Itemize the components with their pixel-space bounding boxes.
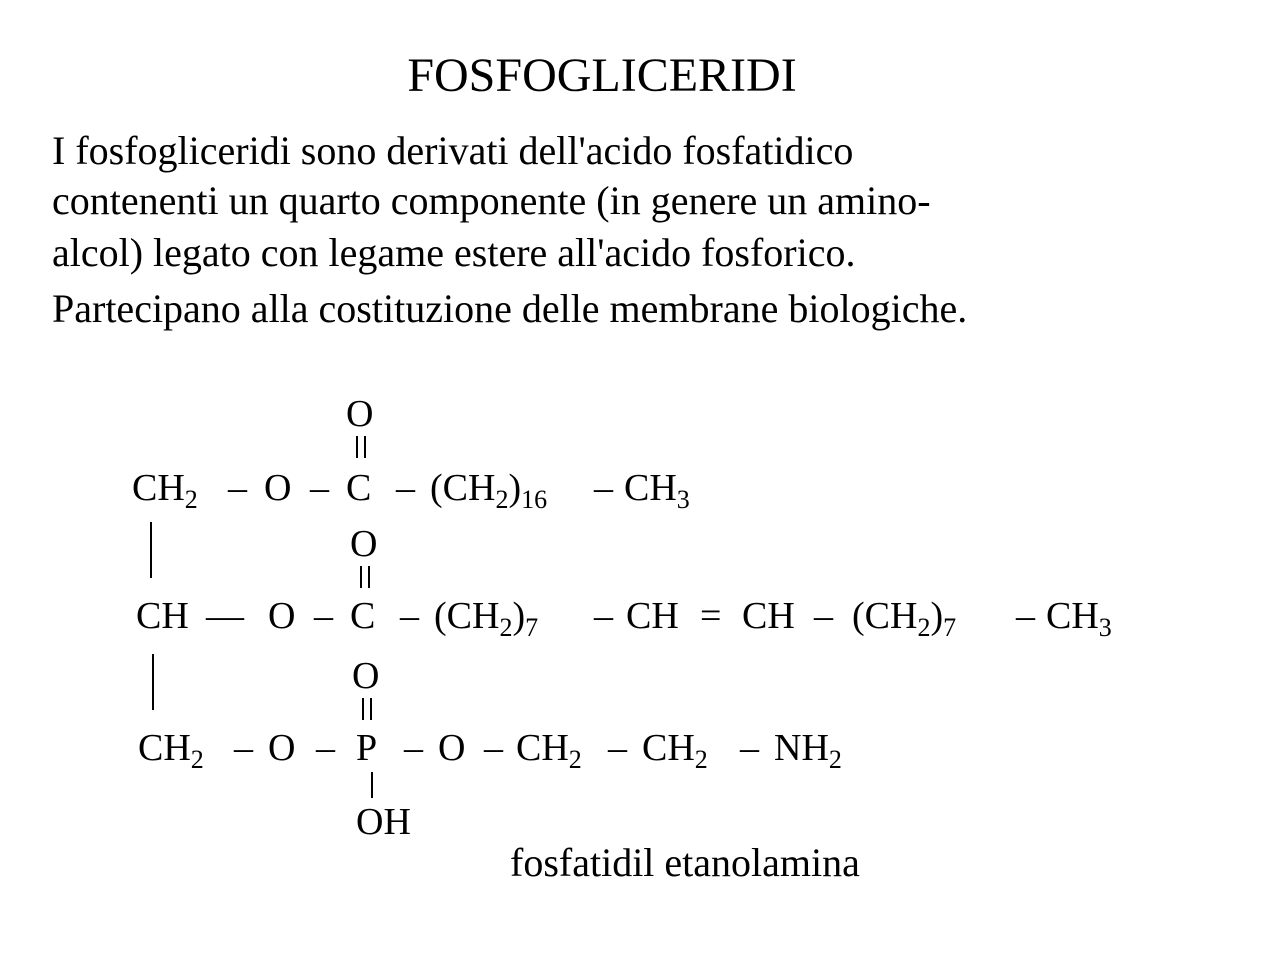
row3-hydroxyl: OH bbox=[356, 801, 411, 843]
row2-carbon: C bbox=[350, 595, 376, 637]
row1-dash-1: – bbox=[228, 467, 247, 509]
formula-caption: fosfatidil etanolamina bbox=[510, 840, 860, 885]
row1-dash-3: – bbox=[396, 467, 415, 509]
row2-ch-b: CH bbox=[742, 595, 795, 637]
row2-dash-6: – bbox=[1016, 595, 1035, 637]
row3-dash-4: – bbox=[484, 727, 503, 769]
row3-nh2: $NH_2$ bbox=[774, 727, 842, 774]
row3-phosphoryl-oxygen: O bbox=[352, 655, 380, 697]
row2-bond: — bbox=[206, 595, 244, 637]
row3-ch2-a: $CH_2$ bbox=[516, 727, 582, 774]
row1-dash-2: – bbox=[310, 467, 329, 509]
row2-dash-4: – bbox=[594, 595, 613, 637]
row2-double-bond bbox=[360, 566, 370, 588]
row3-dash-1: – bbox=[234, 727, 253, 769]
row3-dash-2: – bbox=[316, 727, 335, 769]
row3-phosphorus: P bbox=[356, 727, 378, 769]
row3-dash-6: – bbox=[740, 727, 759, 769]
row2-ch3: $CH_3$ bbox=[1046, 595, 1112, 642]
row2-ch-a: CH bbox=[626, 595, 679, 637]
row2-chain-2: $(CH_2)_7$ bbox=[852, 595, 957, 642]
row3-oxygen-2: O bbox=[438, 727, 466, 769]
row2-oxygen: O bbox=[268, 595, 296, 637]
row2-dash-2: – bbox=[314, 595, 333, 637]
row2-carbonyl-oxygen: O bbox=[350, 523, 378, 565]
row3-double-bond bbox=[362, 698, 372, 720]
intro-line-4: Partecipano alla costituzione delle membrane biologiche. bbox=[52, 286, 968, 331]
row1-chain: $(CH_2)_{16}$ bbox=[430, 467, 548, 514]
row2-chain-1: $(CH_2)_7$ bbox=[434, 595, 539, 642]
row2-dash-3: – bbox=[400, 595, 419, 637]
intro-line-3: alcol) legato con legame estere all'acido fosforico. bbox=[52, 230, 856, 275]
row1-ch3: $CH_3$ bbox=[624, 467, 690, 514]
slide-title: FOSFOGLICERIDI bbox=[407, 49, 797, 102]
row1-carbonyl-oxygen: O bbox=[346, 393, 374, 435]
row2-double-bond-eq: = bbox=[700, 595, 722, 637]
intro-line-1: I fosfogliceridi sono derivati dell'acido fosfatidico bbox=[52, 128, 854, 173]
backbone-bond-2 bbox=[152, 654, 154, 710]
row2-ch: CH bbox=[136, 595, 189, 637]
row2-dash-5: – bbox=[814, 595, 833, 637]
row1-carbon: C bbox=[346, 467, 372, 509]
row3-p-oh-bond bbox=[371, 772, 373, 798]
row1-ch2: $CH_2$ bbox=[132, 467, 198, 514]
row1-dash-4: – bbox=[594, 467, 613, 509]
row3-oxygen-1: O bbox=[268, 727, 296, 769]
row3-ch2: $CH_2$ bbox=[138, 727, 204, 774]
row1-oxygen: O bbox=[264, 467, 292, 509]
backbone-bond-1 bbox=[150, 522, 152, 578]
intro-line-2: contenenti un quarto componente (in genere un amino- bbox=[52, 178, 931, 223]
row3-ch2-b: $CH_2$ bbox=[642, 727, 708, 774]
row3-dash-3: – bbox=[404, 727, 423, 769]
row3-dash-5: – bbox=[608, 727, 627, 769]
row1-double-bond bbox=[356, 436, 366, 458]
